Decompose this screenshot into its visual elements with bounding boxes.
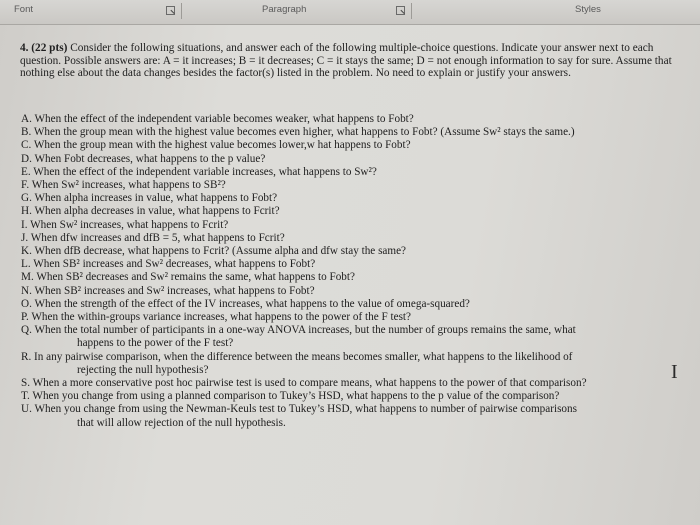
question-item: that will allow rejection of the null hypothesis. [77,416,286,429]
question-item: T. When you change from using a planned comparison to Tukey’s HSD, what happens to the p value of the comparison? [21,390,560,403]
question-item: L. When SB² increases and Sw² decreases, what happens to Fobt? [21,258,316,271]
question-item: G. When alpha increases in value, what happens to Fobt? [21,192,278,205]
question-header [20,42,680,80]
question-number: 4. (22 pts) [20,42,68,54]
question-item: C. When the group mean with the highest value becomes lower,w hat happens to Fobt? [21,139,411,152]
ribbon-group-paragraph: Paragraph [262,4,307,15]
text-cursor-icon: I [671,361,678,383]
ribbon-separator [181,3,182,19]
question-item: D. When Fobt decreases, what happens to the p value? [21,152,266,165]
question-item: S. When a more conservative post hoc pairwise test is used to compare means, what happens to the power of that comparison? [21,377,587,390]
question-item: J. When dfw increases and dfB = 5, what happens to Fcrit? [21,231,285,244]
question-item: H. When alpha decreases in value, what happens to Fcrit? [21,205,280,218]
question-item: K. When dfB decrease, what happens to Fcrit? (Assume alpha and dfw stay the same? [21,245,407,258]
question-item: U. When you change from using the Newman-Keuls test to Tukey’s HSD, what happens to number of pairwise comparisons [21,403,577,416]
question-item: P. When the within-groups variance increases, what happens to the power of the F test? [21,311,412,324]
ribbon-group-font: Font [14,4,34,15]
question-items-list [21,113,671,430]
question-item: R. In any pairwise comparison, when the difference between the means becomes smaller, what happens to the likelihood of [21,350,573,363]
paragraph-dialog-launcher-icon[interactable] [396,6,405,15]
question-item: Q. When the total number of participants in a one-way ANOVA increases, but the number of groups remains the same, what [21,324,576,337]
question-item: M. When SB² decreases and Sw² remains the same, what happens to Fobt? [21,271,355,284]
question-item: O. When the strength of the effect of the IV increases, what happens to the value of omega-squared? [21,297,470,310]
question-item: rejecting the null hypothesis? [77,363,209,376]
question-item: E. When the effect of the independent variable increases, what happens to Sw²? [21,165,377,178]
font-dialog-launcher-icon[interactable] [166,6,175,15]
question-item: I. When Sw² increases, what happens to Fcrit? [21,218,229,231]
ribbon-separator [411,3,412,19]
question-item: A. When the effect of the independent variable becomes weaker, what happens to Fobt? [21,113,414,125]
question-item: N. When SB² increases and Sw² increases, what happens to Fobt? [21,284,315,297]
ribbon-bar [0,0,700,25]
document-body[interactable] [0,25,700,525]
question-instructions: Consider the following situations, and answer each of the following multiple-choice questions. Indicate your answer next to each question. Possible answers are: A = it increases; B = it decreases; C = it stays the same; D = not enough information to say for sure. Assume that nothing else about the data changes besides the factor(s) listed in the problem. No need to explain or justify your answers. [20,42,672,80]
question-item: happens to the power of the F test? [77,337,234,350]
question-item: F. When Sw² increases, what happens to SB²? [21,179,226,192]
ribbon-group-styles: Styles [575,4,601,15]
question-item: B. When the group mean with the highest value becomes even higher, what happens to Fobt? (Assume Sw² stays the same.) [21,126,575,139]
